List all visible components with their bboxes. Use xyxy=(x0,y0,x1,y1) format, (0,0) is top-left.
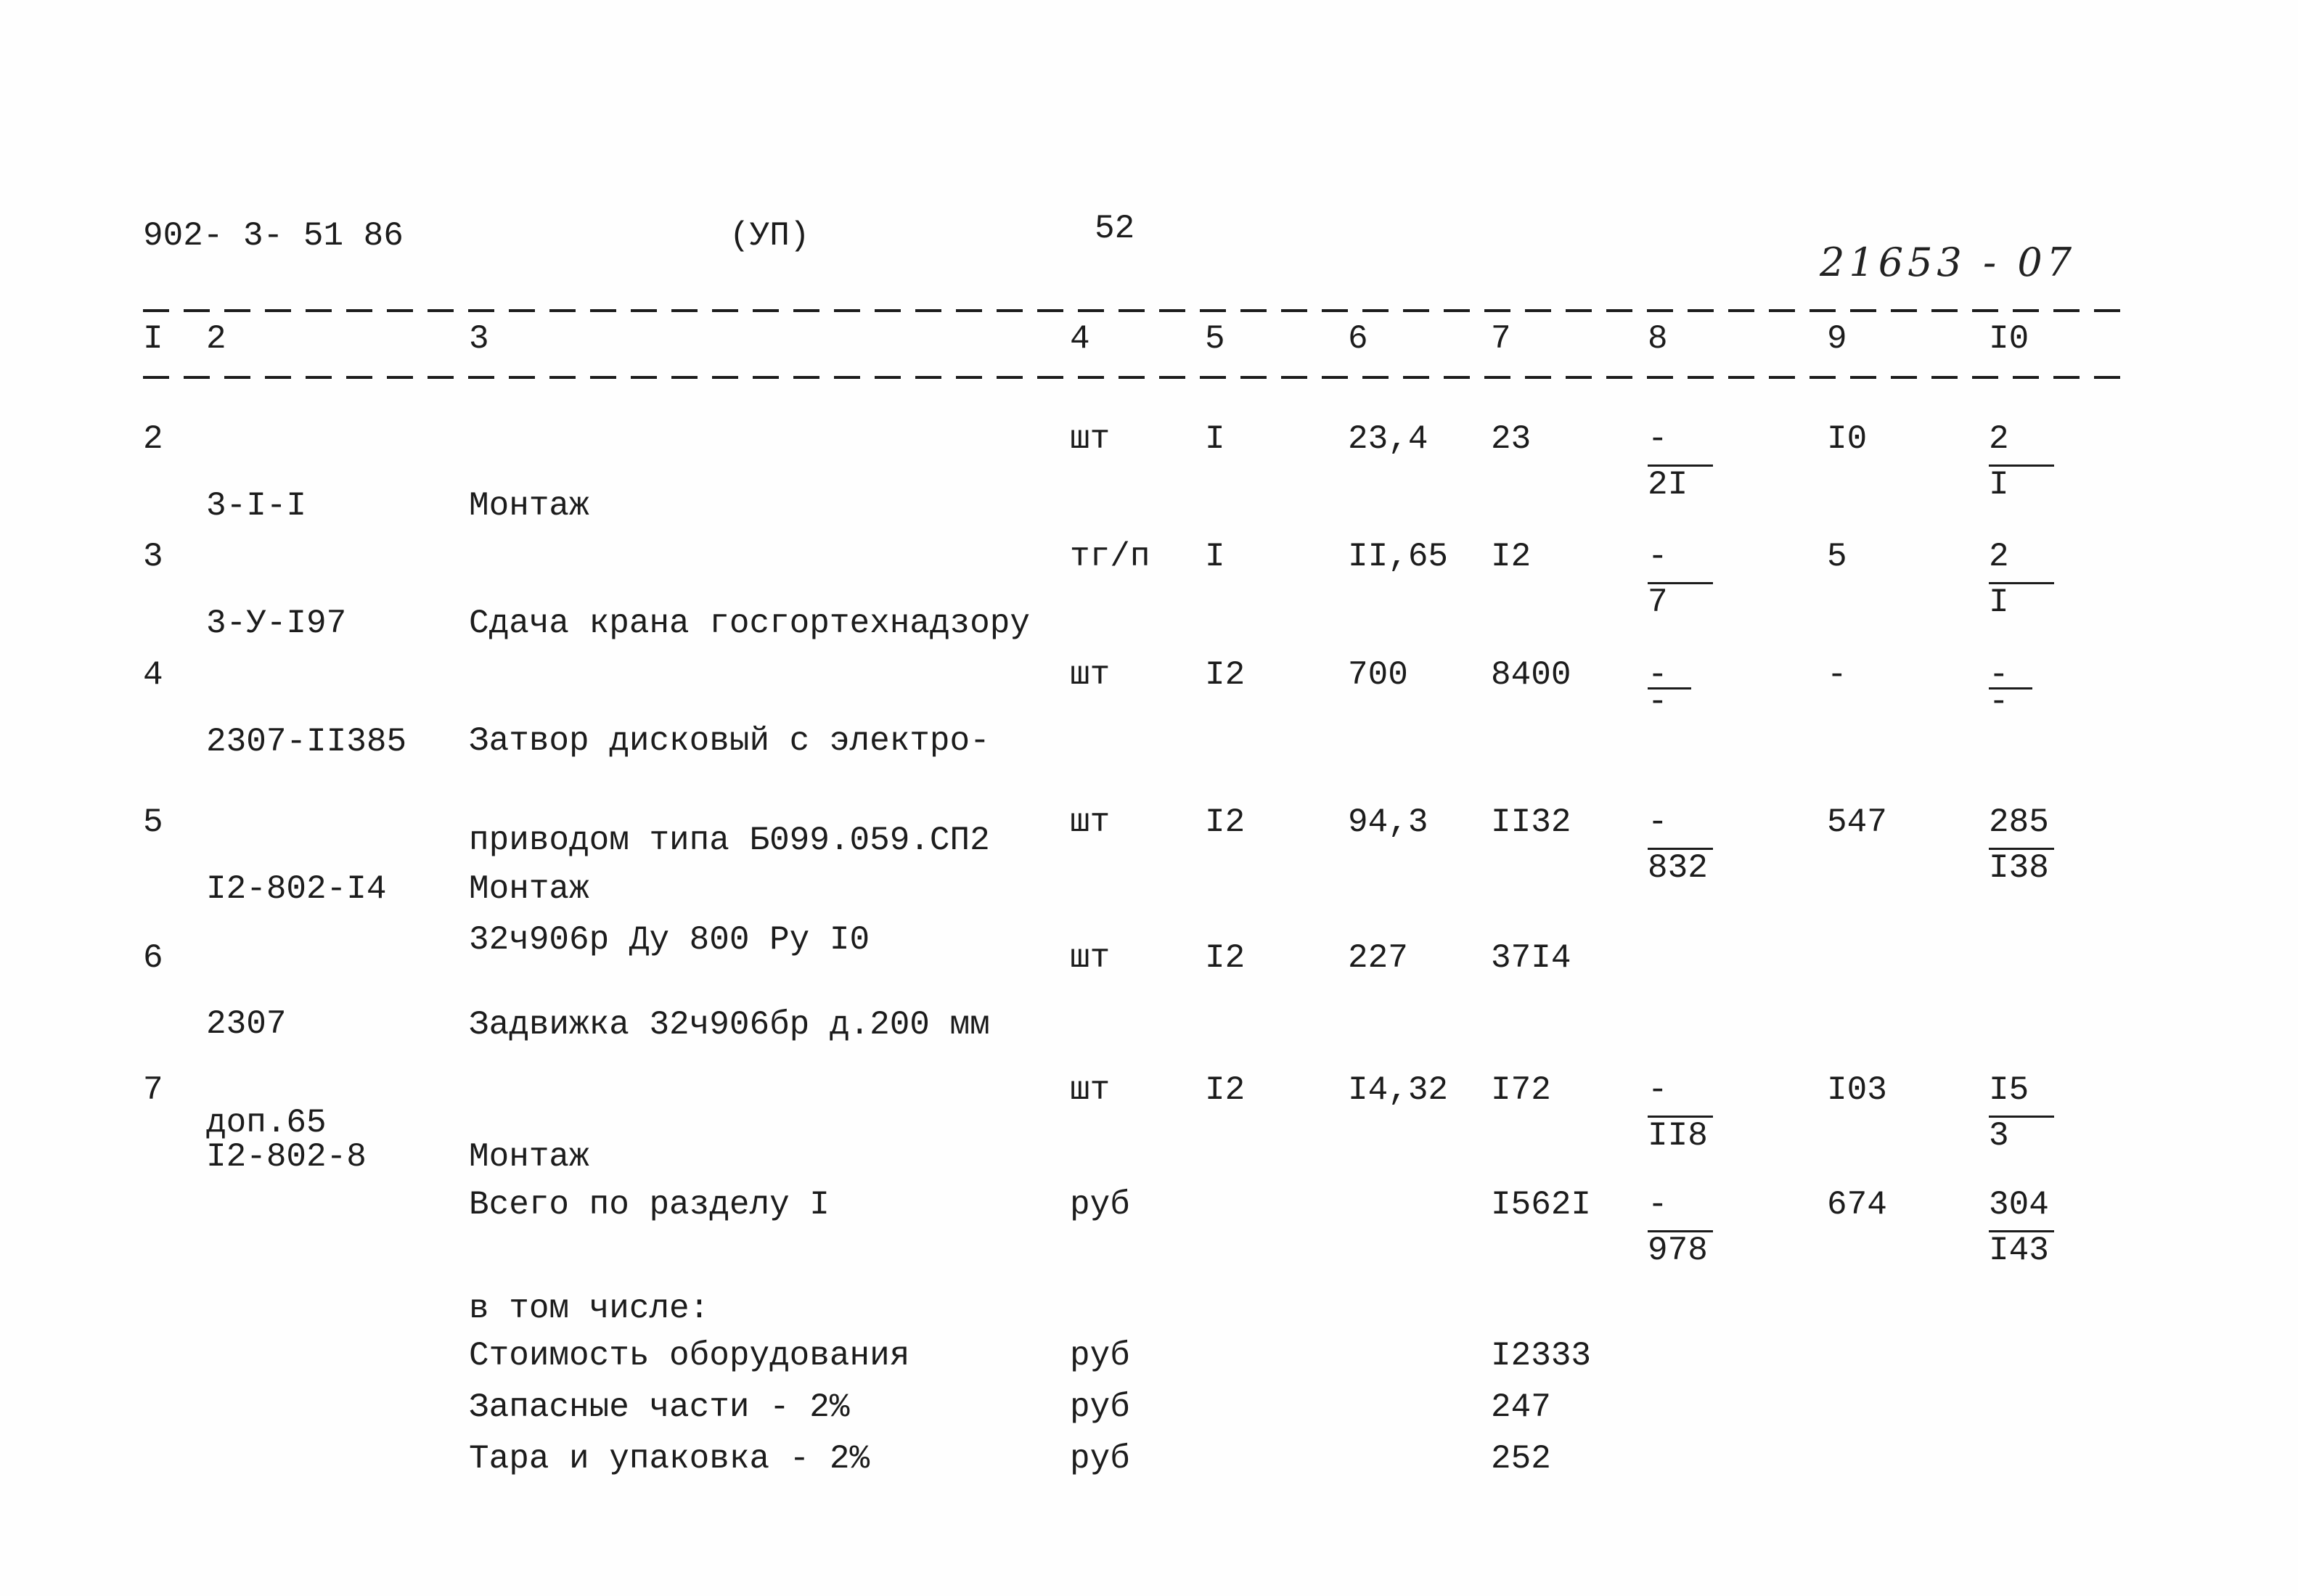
section-total-value: I562I xyxy=(1491,1186,1592,1224)
fraction-numerator: - xyxy=(1648,656,1668,694)
item-code-line: 3-У-I97 xyxy=(206,605,347,642)
fraction-col8 xyxy=(1648,1073,1713,1153)
item-name-line: Задвижка 32ч906бр д.200 мм xyxy=(469,1006,990,1044)
item-name-line: Монтаж xyxy=(469,1138,589,1176)
unit: руб xyxy=(1070,1337,1130,1375)
row-number: 4 xyxy=(143,656,163,694)
unit: шт xyxy=(1070,656,1111,694)
item-name-line: Монтаж xyxy=(469,870,589,908)
col9-value: - xyxy=(1827,656,1847,694)
quantity: I2 xyxy=(1205,939,1246,977)
column-header: 7 xyxy=(1491,320,1511,358)
fraction-col10 xyxy=(1989,803,2054,887)
fraction-numerator: - xyxy=(1648,1071,1668,1109)
column-header: I xyxy=(143,320,163,358)
total-cost: 23 xyxy=(1491,420,1532,458)
column-header: 9 xyxy=(1827,320,1847,358)
quantity: I2 xyxy=(1205,803,1246,841)
fraction-denominator: 3 xyxy=(1989,1117,2009,1155)
breakdown-value: 247 xyxy=(1491,1388,1551,1426)
unit-price: I4,32 xyxy=(1348,1071,1449,1109)
row-number: 2 xyxy=(143,420,163,458)
unit: руб xyxy=(1070,1186,1130,1224)
fraction-denominator: 7 xyxy=(1648,584,1668,621)
col9-value: 5 xyxy=(1827,538,1847,576)
fraction-denominator: 2I xyxy=(1648,466,1688,504)
fraction-denominator: 978 xyxy=(1648,1232,1708,1269)
fraction-col10 xyxy=(1989,540,2054,619)
unit-price: 23,4 xyxy=(1348,420,1428,458)
breakdown-label: Стоимость оборудования xyxy=(469,1337,910,1375)
fraction-numerator: I5 xyxy=(1989,1071,2029,1109)
column-header: 8 xyxy=(1648,320,1668,358)
row-number: 6 xyxy=(143,939,163,977)
page-number: 52 xyxy=(1095,210,1135,247)
unit-price: 227 xyxy=(1348,939,1408,977)
unit: руб xyxy=(1070,1440,1130,1478)
column-header: 6 xyxy=(1348,320,1368,358)
fraction-col10 xyxy=(1989,1073,2054,1153)
unit: шт xyxy=(1070,939,1111,977)
fraction-col8 xyxy=(1648,656,1691,721)
unit-price: II,65 xyxy=(1348,538,1449,576)
fraction-numerator: 285 xyxy=(1989,803,2049,841)
item-name-line: приводом типа Б099.059.СП2 xyxy=(469,822,990,859)
unit-price: 94,3 xyxy=(1348,803,1428,841)
item-code xyxy=(206,1073,367,1240)
breakdown-label: Тара и упаковка - 2% xyxy=(469,1440,870,1478)
fraction-numerator: - xyxy=(1648,1186,1668,1224)
unit: тг/п xyxy=(1070,538,1150,576)
column-header: 5 xyxy=(1205,320,1225,358)
breakdown-value: 252 xyxy=(1491,1440,1551,1478)
item-name-line: 32ч906р Ду 800 Ру I0 xyxy=(469,921,870,959)
fraction-numerator: - xyxy=(1989,656,2009,694)
col9-value: I03 xyxy=(1827,1071,1887,1109)
unit: шт xyxy=(1070,420,1111,458)
total-cost: II32 xyxy=(1491,803,1571,841)
item-name-line: Затвор дисковый с электро- xyxy=(469,722,990,760)
quantity: I xyxy=(1205,420,1225,458)
fraction-denominator: 832 xyxy=(1648,849,1708,887)
col9-value: 547 xyxy=(1827,803,1887,841)
fraction-numerator: - xyxy=(1648,538,1668,576)
unit: шт xyxy=(1070,1071,1111,1109)
col9-value: 674 xyxy=(1827,1186,1887,1224)
fraction-col10 xyxy=(1989,656,2032,721)
item-code-line: доп.65 xyxy=(206,1104,327,1142)
section-total-label: Всего по разделу I xyxy=(469,1186,830,1224)
unit: руб xyxy=(1070,1388,1130,1426)
row-number: 5 xyxy=(143,803,163,841)
fraction-col8 xyxy=(1648,803,1713,887)
item-code-line: 2307-II385 xyxy=(206,723,407,761)
fraction-col10 xyxy=(1989,422,2054,502)
item-code xyxy=(206,658,406,825)
handwritten-stamp: 21653 - 07 xyxy=(1820,240,2077,285)
unit-price: 700 xyxy=(1348,656,1408,694)
fraction-denominator: - xyxy=(1989,683,2009,721)
quantity: I xyxy=(1205,538,1225,576)
row-number: 3 xyxy=(143,538,163,576)
header-divider-top xyxy=(143,309,2130,312)
total-cost: I2 xyxy=(1491,538,1532,576)
fraction-denominator: I xyxy=(1989,584,2009,621)
fraction-denominator: - xyxy=(1648,683,1668,721)
fraction-denominator: I xyxy=(1989,466,2009,504)
fraction-denominator: I43 xyxy=(1989,1232,2049,1269)
fraction-numerator: - xyxy=(1648,420,1668,458)
column-header: 3 xyxy=(469,320,489,358)
column-header: 4 xyxy=(1070,320,1090,358)
fraction-denominator: II8 xyxy=(1648,1117,1708,1155)
item-code-line: 3-I-I xyxy=(206,487,307,525)
col9-value: I0 xyxy=(1827,420,1868,458)
total-cost: 37I4 xyxy=(1491,939,1571,977)
fraction-numerator: - xyxy=(1648,803,1668,841)
item-code-line: I2-802-I4 xyxy=(206,870,387,908)
breakdown-label: Запасные части - 2% xyxy=(469,1388,850,1426)
fraction-numerator: 304 xyxy=(1989,1186,2049,1224)
item-name-line: Монтаж xyxy=(469,487,589,525)
quantity: I2 xyxy=(1205,656,1246,694)
unit: шт xyxy=(1070,803,1111,841)
header-divider-bottom xyxy=(143,376,2130,379)
column-header: 2 xyxy=(206,320,226,358)
fraction-col8 xyxy=(1648,422,1713,502)
column-header: I0 xyxy=(1989,320,2029,358)
quantity: I2 xyxy=(1205,1071,1246,1109)
fraction-col8 xyxy=(1648,540,1713,619)
breakdown-heading: в том числе: xyxy=(469,1290,710,1327)
item-code-line: I2-802-8 xyxy=(206,1138,367,1176)
fraction-col10 xyxy=(1989,1188,2054,1267)
document-code: 902- 3- 51 86 xyxy=(143,217,404,255)
section-label: (УП) xyxy=(729,217,810,255)
total-cost: I72 xyxy=(1491,1071,1551,1109)
fraction-numerator: 2 xyxy=(1989,538,2009,576)
item-name-line: Сдача крана госгортехнадзору xyxy=(469,605,1030,642)
fraction-numerator: 2 xyxy=(1989,420,2009,458)
fraction-col8 xyxy=(1648,1188,1713,1267)
total-cost: 8400 xyxy=(1491,656,1571,694)
item-code-line: 2307 xyxy=(206,1005,287,1043)
row-number: 7 xyxy=(143,1071,163,1109)
breakdown-value: I2333 xyxy=(1491,1337,1592,1375)
fraction-denominator: I38 xyxy=(1989,849,2049,887)
